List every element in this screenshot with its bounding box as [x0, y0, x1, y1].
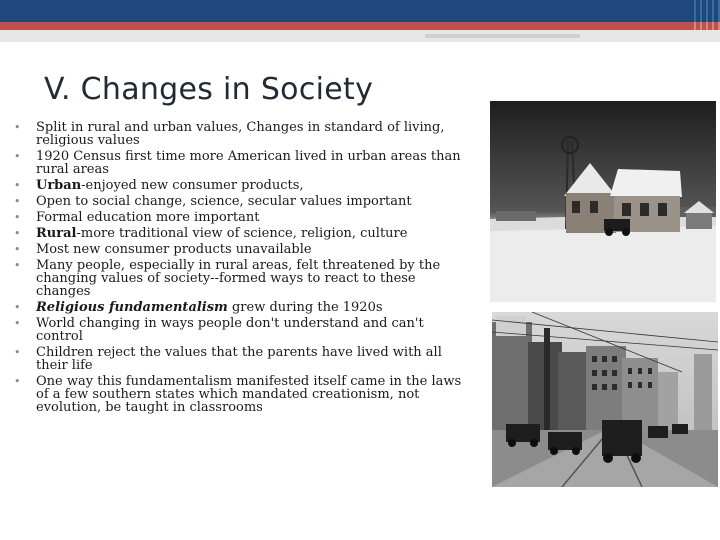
- header-bar: [0, 0, 720, 22]
- bullet-text: Rural: [36, 226, 77, 241]
- bullet-item: [14, 150, 470, 176]
- bullet-text: Split in rural and urban values, Changes in standard of living, religious values: [36, 120, 445, 148]
- bullet-list: [14, 121, 470, 417]
- header-stripes: [690, 0, 720, 22]
- bullet-dot: •: [14, 121, 21, 134]
- rural-farmhouse-photo: [490, 101, 716, 302]
- bullet-dot: •: [14, 243, 21, 256]
- bullet-dot: •: [14, 179, 21, 192]
- bullet-dot: •: [14, 259, 21, 272]
- bullet-text: -enjoyed new consumer products,: [81, 178, 304, 193]
- bullet-text: Open to social change, science, secular values important: [36, 194, 412, 209]
- bullet-item: [14, 227, 470, 240]
- accent-red-stripes: [690, 22, 720, 30]
- urban-street-photo: [492, 312, 718, 487]
- bullet-text: Children reject the values that the parents have lived with all their life: [36, 345, 442, 373]
- bullet-text: One way this fundamentalism manifested itself came in the laws of a few southern states which mandated creationism, not evolution, be taught in classrooms: [36, 374, 462, 415]
- accent-gray-line: [425, 34, 580, 38]
- bullet-dot: •: [14, 227, 21, 240]
- bullet-dot: •: [14, 211, 21, 224]
- bullet-dot: •: [14, 346, 21, 359]
- bullet-dot: •: [14, 150, 21, 163]
- bullet-item: [14, 211, 470, 224]
- bullet-text: Formal education more important: [36, 210, 260, 225]
- accent-red-band: [0, 22, 720, 30]
- bullet-item: [14, 179, 470, 192]
- bullet-item: [14, 195, 470, 208]
- bullet-dot: •: [14, 195, 21, 208]
- bullet-dot: •: [14, 317, 21, 330]
- bullet-item: [14, 375, 470, 414]
- bullet-item: [14, 317, 470, 343]
- bullet-item: [14, 346, 470, 372]
- bullet-text: Most new consumer products unavailable: [36, 242, 312, 257]
- bullet-text: World changing in ways people don't understand and can't control: [36, 316, 424, 344]
- bullet-text: Urban: [36, 178, 82, 193]
- bullet-dot: •: [14, 375, 21, 388]
- bullet-item: [14, 259, 470, 298]
- bullet-text: grew during the 1920s: [227, 300, 383, 315]
- bullet-item: [14, 243, 470, 256]
- bullet-item: [14, 121, 470, 147]
- bullet-item: [14, 301, 470, 314]
- bullet-text: 1920 Census first time more American lived in urban areas than rural areas: [36, 149, 461, 177]
- bullet-dot: •: [14, 301, 21, 314]
- bullet-text: Many people, especially in rural areas, felt threatened by the changing values of society--formed ways to react to these changes: [36, 258, 441, 299]
- accent-gray-band: [0, 30, 720, 42]
- bullet-text: -more traditional view of science, religion, culture: [76, 226, 408, 241]
- slide-title: V. Changes in Society: [44, 72, 374, 107]
- bullet-text: Religious fundamentalism: [36, 300, 228, 315]
